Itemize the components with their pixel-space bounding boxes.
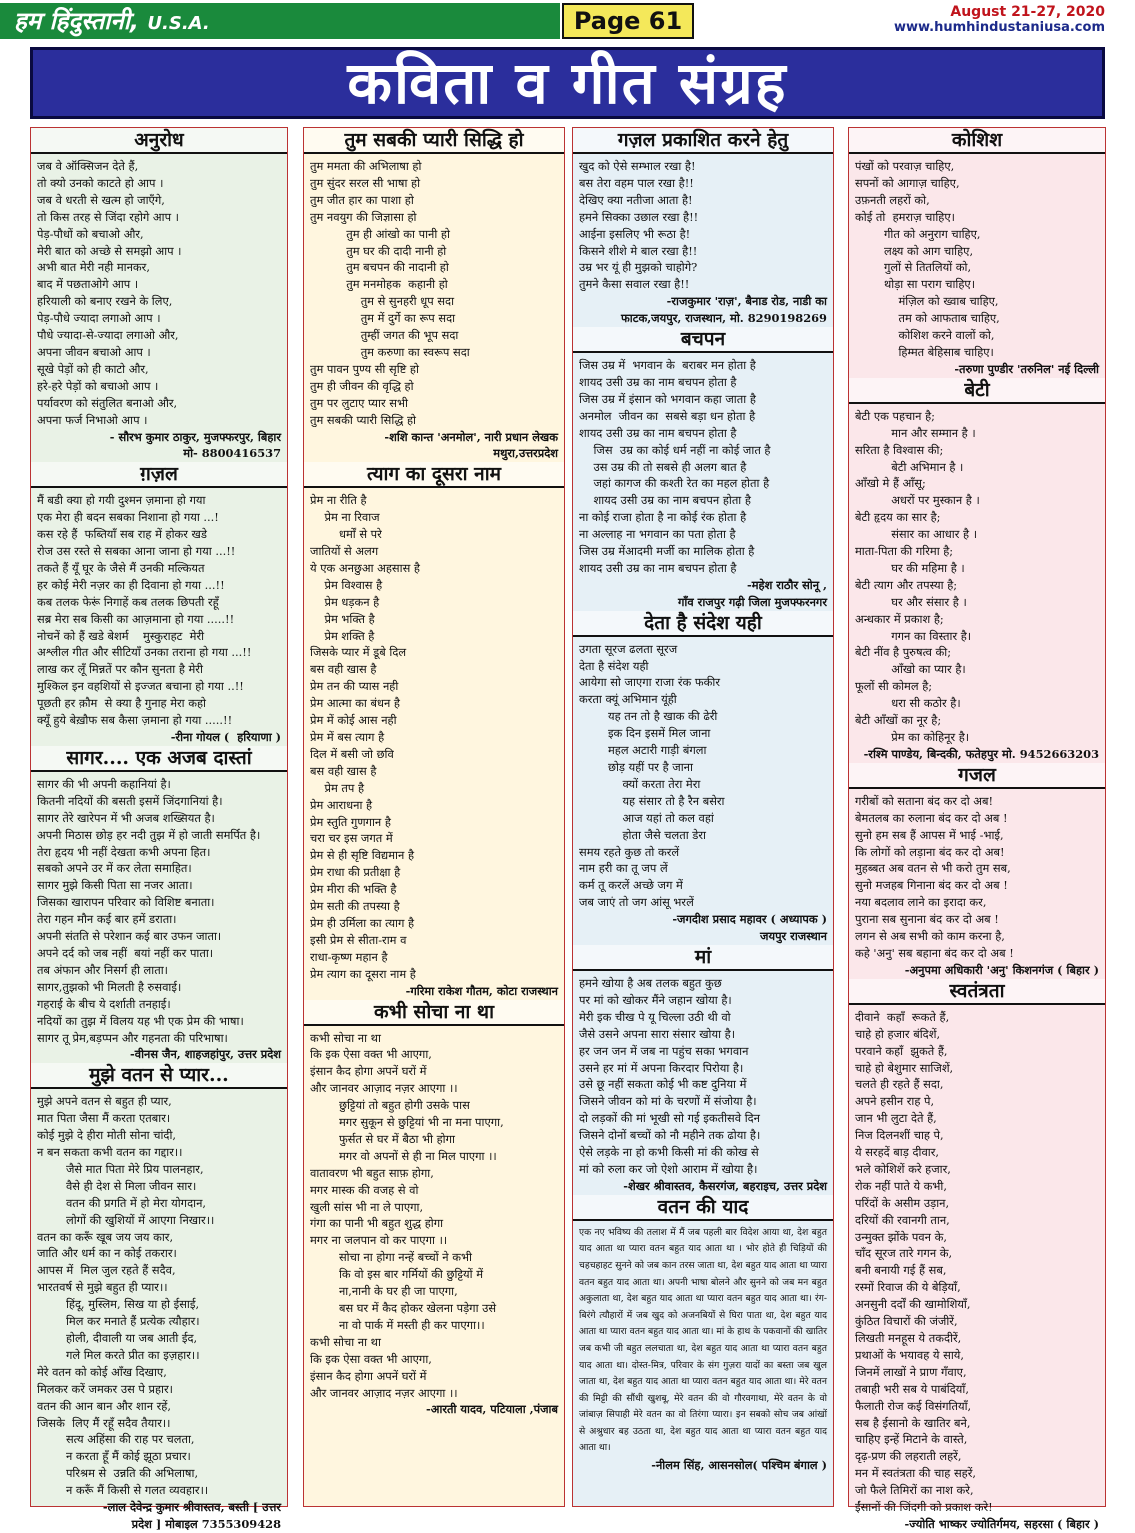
poem-body: सागर की भी अपनी कहानियां है। कितनी नदियों की बसती इसमें जिंदगानियां है। सागर तेरे खारेपन में भी अजब शख्सियत है। अपनी मिठास छोड़ हर नदी तुझ में हो जाती समर्पित है। तेरा हृदय भी नहीं देखता कभी अपना हित। सबको अपने उर में कर लेता समाहित। सागर मुझे किसी पिता सा नजर आता। जिसका खारापन परिवार को विशिष्ट बनाता। तेरा गहन मौन कई बार हमें डराता। अपनी संतति से परेशान कई बार उफन जाता। अपने दर्द को जब नहीं बयां नहीं कर पाता। तब अंफान और निसर्ग ही लाता। सागर,तुझको भी मिलती है रुसवाई। गहराई के बीच ये दर्शाती तनहाई। नदियों का तुझ में विलय यह भी एक प्रेम की भाषा। सागर तू प्रेम,बड़प्पन और गहनता की परिभाषा।: [37, 776, 261, 1045]
masthead-title: हम हिंदुस्तानी,: [14, 7, 140, 35]
poem-beti: [849, 378, 1105, 763]
poem-body: कभी सोचा ना था कि इक ऐसा वक्त भी आएगा, इंसान कैद होगा अपनें घरों में और जानवर आज़ाद नज़र आएगा ।। छुट्टियां तो बहुत होगी उसके पास मगर सुकून से छुट्टियां भी ना मना पाएगा, फुर्सत से घर में बैठा भी होगा मगर वो अपनों से ही ना मिल पाएगा ।। वातावरण भी बहुत साफ़ होगा, मगर मास्क की वजह से वो खुली सांस भी ना ले पाएगा, गंगा का पानी भी बहुत शुद्ध होगा मगर ना जलपान वो कर पाएगा ।। सोचा ना होगा नन्हें बच्चों ने कभी कि वो इस बार गर्मियों की छुट्टियों में ना,नानी के घर ही जा पाएगा, बस घर में कैद होकर खेलना पड़ेगा उसे ना वो पार्क में मस्ती ही कर पाएगा।। कभी सोचा ना था कि इक ऐसा वक्त भी आएगा, इंसान कैद होगा अपनें घरों में और जानवर आज़ाद नज़र आएगा ।।: [310, 1030, 504, 1400]
poem-watan-se-pyar: [31, 1063, 287, 1533]
poem-body: तुम ममता की अभिलाषा हो तुम सुंदर सरल सी भाषा हो तुम जीत हार का पाशा हो तुम नवयुग की जिज्ञासा हो तुम ही आंखो का पानी हो तुम घर की दादी नानी हो तुम बचपन की नादानी हो तुम मनमोहक कहानी हो तुम से सुनहरी धूप सदा तुम में दुर्गे का रूप सदा तुम्हीं जगत की भूप सदा तुम करुणा का स्वरूप सदा तुम पावन पुण्य सी सृष्टि हो तुम ही जीवन की वृद्धि हो तुम पर लुटाए प्यार सभी तुम सबकी प्यारी सिद्धि हो: [310, 159, 470, 427]
poem-title: अनुरोध: [31, 128, 287, 154]
poem-title: कोशिश: [849, 128, 1105, 154]
poem-body: दीवाने कहाँ रूकते हैं, चाहे हो हजार बंदिशें, परवाने कहाँ झुकते हैं, चाहे हो बेशुमार साजिशें, चलते ही रहते हैं सदा, अपने हसीन राह पे, जान भी लुटा देते हैं, निज दिलनशीं चाह पे, ये सरहदें बाड़ दीवार, भले कोशिशें करे हजार, रोक नहीं पाते ये कभी, परिंदों के असीम उड़ान, दरियों की रवानगी तान, उन्मुक्त झोंके पवन के, चाँद सूरज तारे गगन के, बनी बनायी गई हैं सब, रस्मों रिवाज की ये बेड़ियाँ, अनसुनी दर्दों की खामोशियाँ, कुंठित विचारों की जंजीरें, लिखती मनहूस ये तकदीरें, प्रथाओं के भयावह ये साये, जिनमें लाखों ने प्राण गँवाए, तबाही भरी सब ये पाबंदियाँ, फैलाती रोज कई विसंगतियाँ, सब है ईसानो के खातिर बने, चाहिए इन्हें मिटाने के वास्ते, दृढ़-प्रण की लहराती लहरें, मन में स्वतंत्रता की चाह सहरें, जो फैले तिमिरों का नाश करे, ईंसानों की जिंदगी को प्रकाश करे!: [855, 1009, 993, 1515]
poem-title: बचपन: [573, 327, 833, 353]
poem-body: मैं बडी क्या हो गयी दुश्मन ज़माना हो गया एक मेरा ही बदन सबका निशाना हो गया ...! कस रहे हैं फब्तियाँ सब राह में होकर खडे रोज उस रस्ते से सबका आना जाना हो गया ...!! तकते हैं यूँ घूर के जैसे मैं उनकी मल्कियत हर कोई मेरी नज़र का ही दिवाना हो गया ...!! कब तलक फेरूं निगाहें कब तलक छिपती रहूँ सब्र मेरा सब किसी का आज़माना हो गया .....!! नोचनें को हैं खडे बेशर्म मुस्कुराहट मेरी अश्लील गीत और सीटियाँ उनका तराना हो गया ...!! लाख कर लूँ मिन्नतें पर कौन सुनता है मेरी मुश्किल इन वहशियों से इज्जत बचाना हो गया ..!! पूछती हर क़ौम से क्या है गुनाह मेरा कहो क्यूँ हुये बेख़ौफ सब कैसा ज़माना हो गया .....!!: [37, 493, 252, 728]
poem-swatantrata: [849, 979, 1105, 1533]
poem-author: -ज्योति भाष्कर ज्योतिर्गमय, सहरसा ( बिहार ): [904, 1516, 1099, 1531]
poem-author: -लाल देवेन्द्र कुमार श्रीवास्तव, बस्ती [ उत्तर प्रदेश ] मोबाइल 7355309428: [102, 1500, 281, 1531]
newspaper-header: [0, 0, 1135, 44]
poem-title: बेटी: [849, 378, 1105, 404]
poem-author: -शेखर श्रीवास्तव, कैसरगंज, बहराइच, उत्तर प्रदेश: [623, 1178, 827, 1193]
poem-body: जब वे ऑक्सिजन देते हैं, तो क्यो उनको काटते हो आप । जब वे धरती से खत्म हो जाएँगे, तो किस तरह से जिंदा रहोगे आप । पेड़-पौधों को बचाओ और, मेरी बात को अच्छे से समझो आप । अभी बात मेरी नही मानकर, बाद में पछताओगे आप । हरियाली को बनाए रखने के लिए, पेड़-पौधे ज्यादा लगाओ आप । पौधे ज्यादा-से-ज्यादा लगाओ और, अपना जीवन बचाओ आप । सूखे पेड़ों को ही काटो और, हरे-हरे पेड़ों को बचाओ आप । पर्यावरण को संतुलित बनाओ और, अपना फर्ज निभाओ आप ।: [37, 159, 182, 427]
poem-title: गज़ल प्रकाशित करने हेतु: [573, 128, 833, 154]
poem-title: देता है संदेश यही: [573, 611, 833, 637]
poem-author: -नीलम सिंह, आसनसोल( पश्चिम बंगाल ): [651, 1458, 827, 1473]
poem-ghazal-prakashit: [573, 128, 833, 327]
column-4: [848, 127, 1106, 1531]
poem-title: मुझे वतन से प्यार...: [31, 1063, 287, 1089]
poem-anurodh: [31, 128, 287, 462]
poem-bachpan: [573, 327, 833, 611]
poem-author: -वीनस जैन, शाहजहांपुर, उत्तर प्रदेश: [130, 1047, 281, 1062]
poem-author: -रश्मि पाण्डेय, बिन्दकी, फतेहपुर मो. 9452663203: [863, 746, 1099, 761]
column-3: [572, 127, 834, 1507]
poem-title: सागर.... एक अजब दास्तां: [31, 746, 287, 772]
poem-body: हमने खोया है अब तलक बहुत कुछ पर मां को खोकर मैंने जहान खोया है। मेरी इक चीख पे यू चिल्ला उठी थी वो जैसे उसने अपना सारा संसार खोया है। हर जन जन में जब ना पहुंच सका भगवान उसने हर मां में अपना किरदार पिरोया है। उसे छू नहीं सकता कोई भी कष्ट दुनिया में जिसने जीवन को मां के चरणों में संजोया है। दो लड़कों की मां भूखी सो गई इकतीसवे दिन जिसने दोनों बच्चों को नौ महीने तक ढोया है। ऐसे लड़के ना हो कभी किसी मां की कोख से मां को रुला कर जो ऐशो आराम में खोया है।: [579, 975, 761, 1176]
poem-body: गरीबों को सताना बंद कर दो अब! बेमतलब का रुलाना बंद कर दो अब ! सुनो हम सब हैं आपस में भाई -भाई, कि लोगों को लड़ाना बंद कर दो अब! मुहब्बत अब वतन से भी करो तुम सब, सुनो मजहब गिनाना बंद कर दो अब ! नया बदलाव लाने का इरादा कर, पुराना सब सुनाना बंद कर दो अब ! लगन से अब सभी को काम करना है, कहे 'अनु' सब बहाना बंद कर दो अब !: [855, 793, 1014, 960]
website-link[interactable]: www.humhindustaniusa.com: [893, 20, 1105, 35]
poem-author: -शशि कान्त 'अनमोल', नारी प्रधान लेखक मथुरा,उत्तरप्रदेश: [384, 429, 558, 461]
page-number: Page 61: [562, 3, 694, 39]
poem-author: - सौरभ कुमार ठाकुर, मुजफ्फरपुर, बिहार मो- 8800416537: [109, 429, 281, 461]
poem-ghazal: [31, 462, 287, 746]
poem-body: जिस उम्र में भगवान के बराबर मन होता है शायद उसी उम्र का नाम बचपन होता है जिस उम्र में इंसान को भगवान कहा जाता है अनमोल जीवन का सबसे बड़ा धन होता है शायद उसी उम्र का नाम बचपन होता है जिस उम्र का कोई धर्म नहीं ना कोई जात है उस उम्र की तो सबसे ही अलग बात है जहां कागज की कश्ती रेत का महल होता है शायद उसी उम्र का नाम बचपन होता है ना कोई राजा होता है ना कोई रंक होता है ना अल्लाह ना भगवान का पता होता है जिस उम्र मेंआदमी मर्जी का मालिक होता है शायद उसी उम्र का नाम बचपन होता है: [579, 358, 771, 575]
poem-title: तुम सबकी प्यारी सिद्धि हो: [304, 128, 564, 154]
poem-sagar: [31, 746, 287, 1063]
poem-title: ग़ज़ल: [31, 462, 287, 488]
poem-gajal: [849, 763, 1105, 979]
poem-author: -जगदीश प्रसाद महावर ( अध्यापक ) जयपुर राजस्थान: [672, 912, 827, 944]
date-block: [894, 4, 1105, 35]
poem-body: प्रेम ना रीति है प्रेम ना रिवाज धर्मों से परे जातियों से अलग ये एक अनछुआ अहसास है प्रेम विश्वास है प्रेम धड़कन है प्रेम भक्ति है प्रेम शक्ति है जिसके प्यार में डूबे दिल बस वही खास है प्रेम तन की प्यास नही प्रेम आत्मा का बंधन है प्रेम में कोई आस नही प्रेम में बस त्याग है दिल में बसी जो छवि बस वही खास है प्रेम तप है प्रेम आराधना है प्रेम स्तुति गुणगान है चरा चर इस जगत में प्रेम से ही सृष्टि विद्यमान है प्रेम राधा की प्रतीक्षा है प्रेम मीरा की भक्ति है प्रेम सती की तपस्या है प्रेम ही उर्मिला का त्याग है इसी प्रेम से सीता-राम व राधा-कृष्ण महान है प्रेम त्याग का दूसरा नाम है: [310, 493, 420, 981]
poem-sandesh: [573, 611, 833, 945]
poem-title: कभी सोचा ना था: [304, 1000, 564, 1026]
poem-author: -राजकुमार 'राज़', बैनाड रोड, नाडी का फाटक,जयपुर, राजस्थान, मो. 8290198269: [620, 294, 827, 326]
masthead-usa: U.S.A.: [147, 13, 210, 34]
poem-body: एक नए भविष्य की तलाश में मैं जब पहली बार विदेश आया था, देश बहुत याद आता था प्यारा वतन बहुत याद आता था । भोर होते ही चिड़ियों की चहचहाहट सुनने को जब कान तरस जाता था, देश बहुत याद आता था प्यारा वतन बहुत याद आता था। अपनी भाषा बोलने और सुनने को जब मन बहुत अकुलाता था, देश बहुत याद आता था प्यारा वतन बहुत याद आता था। रंग-बिरंगे त्यौहारों में जब खुद को अजनबियों से घिरा पाता था, देश बहुत याद आता था प्यारा वतन बहुत याद आता था। मां के हाथ के पकवानों की खातिर जब कभी जी बहुत ललचाता था, देश बहुत याद आता था प्यारा वतन बहुत याद आता था। दोस्त-मित्र, परिवार के संग गुज़रा यादों का बस्ता जब खुल जाता था, देश बहुत याद आता था प्यारा वतन बहुत याद आता था। मेरे वतन की मिट्टी की सौंधी खुशबू, मेरे वतन की वो गौरवगाथा, मेरे वतन के वो जांबाज़ सिपाही मेरे वतन का वो तिरंगा प्यारा। इन सबको सोच जब आंखों से अश्रुधार बह उठता था, देश बहुत याद आता था प्यारा वतन बहुत याद आता था।: [579, 1226, 827, 1454]
poem-body: मुझे अपने वतन से बहुत ही प्यार, मात पिता जैसा मैं करता एतबार। कोई मुझे दे हीरा मोती सोना चांदी, न बन सकता कभी वतन का गद्दार।। जैसे मात पिता मेरे प्रिय पालनहार, वैसे ही देश से मिला जीवन सार। वतन की प्रगति में हो मेरा योगदान, लोगों की खुशियों में आएगा निखार।। वतन का करूँ खूब जय जय कार, जाति और धर्म का न कोई तकरार। आपस में मिल जुल रहते हैं सदैव, भारतवर्ष से मुझे बहुत ही प्यार।। हिंदू, मुस्लिम, सिख या हो ईसाई, मिल कर मनाते हैं प्रत्येक त्यौहार। होली, दीवाली या जब आती ईद, गले मिल करते प्रीत का इज़हार।। मेरे वतन को कोई आँख दिखाए, मिलकर करें जमकर उस पे प्रहार। वतन की आन बान और शान रहें, जिसके लिए मैं रहूँ सदैव तैयार।। सत्य अहिंसा की राह पर चलता, न करता हूँ मैं कोई झूठा प्रचार। परिश्रम से उन्नति की अभिलाषा, न करूँ मैं किसी से गलत व्यवहार।।: [37, 1094, 215, 1498]
poem-author: -तरुणा पुण्डीर 'तरुनिल' नई दिल्ली: [954, 361, 1099, 376]
poem-author: -अनुपमा अधिकारी 'अनु' किशनगंज ( बिहार ): [904, 962, 1099, 977]
poem-body: बेटी एक पहचान है; मान और सम्मान है । सरिता है विश्वास की; बेटी अभिमान है । आँखो मे हैं आँसू; अधरों पर मुस्कान है । बेटी हृदय का सार है; संसार का आधार है । माता-पिता की गरिमा है; घर की महिमा है । बेटी त्याग और तपस्या है; घर और संसार है । अन्धकार में प्रकाश है; गगन का विस्तार है। बेटी नींव है पुरुषत्व की; आँखो का प्यार है। फूलों सी कोमल है; धरा सी कठोर है। बेटी आँखों का नूर है; प्रेम का कोहिनूर है।: [855, 408, 980, 744]
poem-author: -गरिमा राकेश गौतम, कोटा राजस्थान: [405, 983, 558, 998]
poem-title: वतन की याद: [573, 1195, 833, 1221]
issue-date: August 21-27, 2020: [950, 4, 1105, 20]
poem-body: खुद को ऐसे सम्भाल रखा है! बस तेरा वहम पाल रखा है!! देखिए क्या नतीजा आता है! हमने सिक्का उछाल रखा है!! आईना इसलिए भी रूठा है! किसने शीशे मे बाल रखा है!! उम्र भर यूं ही मुझको चाहोगे? तुमने कैसा सवाल रखा है!!: [579, 159, 699, 292]
poem-watan-ki-yaad: [573, 1195, 833, 1474]
poem-siddhi: [304, 128, 564, 462]
poem-body: पंखों को परवाज़ चाहिए, सपनों को आगाज़ चाहिए, उफ़नती लहरों को, कोई तो हमराज़ चाहिए। गीत को अनुराग चाहिए, लक्ष्य को आग चाहिए, गुलों से तितलियों को, थोड़ा सा पराग चाहिए। मंज़िल को ख्वाब चाहिए, तम को आफताब चाहिए, कोशिश करने वालों को, हिम्मत बेहिसाब चाहिए।: [855, 159, 1000, 359]
poem-author: -आरती यादव, पटियाला ,पंजाब: [425, 1402, 558, 1417]
poem-title: गजल: [849, 763, 1105, 789]
poem-body: उगता सूरज ढलता सूरज देता है संदेश यही आयेगा सो जाएगा राजा रंक फकीर करता क्यूं अभिमान यूंही यह तन तो है खाक की ढेरी इक दिन इसमें मिल जाना महल अटारी गाड़ी बंगला छोड़ यहीं पर है जाना क्यों करता तेरा मेरा यह संसार तो है रैन बसेरा आज यहां तो कल वहां होता जैसे चलता डेरा समय रहते कुछ तो करलें नाम हरी का तू जप लें कर्म तू करलें अच्छे जग में जब जाएं तो जग आंसू भरलें: [579, 641, 725, 910]
column-1: [30, 127, 288, 1531]
poem-author: -महेश राठौर सोनू , गाँव राजपुर गढ़ी जिला मुजफ्फरनगर: [678, 577, 827, 609]
poem-kabhi-socha: [304, 1000, 564, 1419]
poem-koshish: [849, 128, 1105, 378]
masthead: [0, 3, 560, 39]
column-2: [303, 127, 565, 1507]
poem-title: त्याग का दूसरा नाम: [304, 462, 564, 488]
poem-maa: [573, 945, 833, 1195]
poem-title: स्वतंत्रता: [849, 979, 1105, 1005]
poem-author: -रीना गोयल ( हरियाणा ): [170, 730, 281, 744]
poem-title: मां: [573, 945, 833, 971]
page-banner: कविता व गीत संग्रह: [30, 47, 1105, 119]
poem-tyag: [304, 462, 564, 999]
